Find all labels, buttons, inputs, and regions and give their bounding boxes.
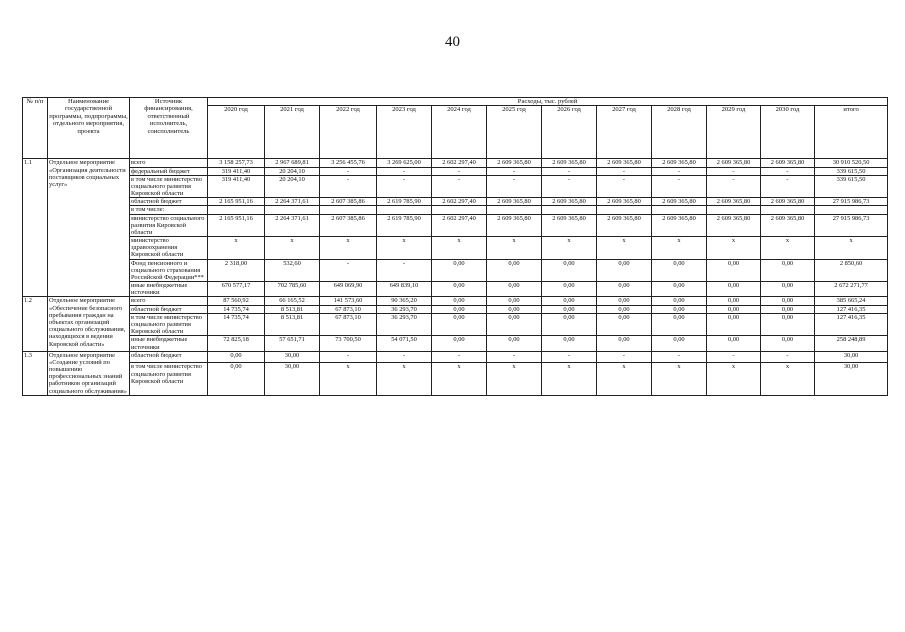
amount-cell: 0,00 [542,259,597,282]
amount-cell: - [432,167,487,175]
activity-name: Отдельное мероприятие «Организация деятельности поставщиков социальных услуг» [48,159,130,297]
amount-cell: - [597,167,652,175]
amount-cell: 2 602 297,40 [432,198,487,206]
amount-cell: 2 602 297,40 [432,214,487,237]
header-year: 2028 год [652,106,707,159]
table-body [23,159,888,395]
amount-cell: 2 609 365,80 [597,198,652,206]
amount-cell: - [320,175,377,198]
amount-cell: 649 069,90 [320,282,377,297]
amount-cell [265,206,320,214]
amount-cell: x [542,363,597,395]
header-year: 2030 год [761,106,815,159]
amount-cell: 36 293,70 [377,305,432,313]
amount-cell: 319 411,40 [208,167,265,175]
header-index: № п/п [23,98,48,159]
amount-cell: 127 416,35 [815,313,888,336]
amount-cell: 8 513,81 [265,313,320,336]
amount-cell: 0,00 [597,259,652,282]
table-row [23,206,888,214]
amount-cell: 0,00 [208,363,265,395]
amount-cell: 2 609 365,80 [761,214,815,237]
amount-cell: x [652,363,707,395]
amount-cell: - [597,351,652,363]
amount-cell: 0,00 [542,305,597,313]
amount-cell: 2 967 689,81 [265,159,320,167]
funding-source: в том числе: [130,206,208,214]
amount-cell: 141 573,60 [320,297,377,305]
table-row [23,297,888,305]
amount-cell: 3 256 455,76 [320,159,377,167]
amount-cell: 0,00 [542,313,597,336]
header-source: Источник финансирования, ответственный исполнитель, соисполнитель [130,98,208,159]
amount-cell: 0,00 [652,313,707,336]
amount-cell [487,206,542,214]
amount-cell: 2 619 785,90 [377,214,432,237]
amount-cell: 0,00 [487,313,542,336]
amount-cell: - [377,175,432,198]
amount-cell: - [320,259,377,282]
amount-cell: - [761,167,815,175]
activity-name: Отдельное мероприятие «Создание условий по повышению профессиональных знаний работников организаций социального обслуживания» [48,351,130,395]
amount-cell: 0,00 [487,282,542,297]
amount-cell: 2 609 365,80 [597,159,652,167]
table-row [23,313,888,336]
amount-cell: 0,00 [432,336,487,351]
amount-cell: - [707,175,761,198]
header-year: 2023 год [377,106,432,159]
amount-cell: 0,00 [652,305,707,313]
amount-cell: x [652,237,707,260]
amount-cell: 87 560,92 [208,297,265,305]
amount-cell: 0,00 [487,305,542,313]
amount-cell: 339 615,50 [815,175,888,198]
amount-cell: 14 735,74 [208,305,265,313]
amount-cell: 0,00 [597,282,652,297]
header-year: 2026 год [542,106,597,159]
amount-cell: 0,00 [652,336,707,351]
amount-cell: 0,00 [761,313,815,336]
amount-cell: 0,00 [761,305,815,313]
amount-cell: 0,00 [487,336,542,351]
amount-cell: 0,00 [432,259,487,282]
amount-cell: 2 609 365,80 [487,159,542,167]
amount-cell: - [487,167,542,175]
amount-cell: 3 269 625,00 [377,159,432,167]
amount-cell: 72 825,18 [208,336,265,351]
amount-cell: x [487,237,542,260]
amount-cell: 3 158 257,73 [208,159,265,167]
table-row [23,237,888,260]
amount-cell: 2 672 271,77 [815,282,888,297]
amount-cell: 2 609 365,80 [652,159,707,167]
amount-cell: 66 165,52 [265,297,320,305]
amount-cell: 67 873,10 [320,305,377,313]
table-row [23,167,888,175]
amount-cell: - [320,167,377,175]
amount-cell: 54 071,50 [377,336,432,351]
header-row-top [23,98,888,106]
funding-source: в том числе министерство социального развития Кировской области [130,363,208,395]
amount-cell: 0,00 [432,305,487,313]
amount-cell: - [542,175,597,198]
table-row [23,259,888,282]
amount-cell: 0,00 [761,336,815,351]
funding-source: областной бюджет [130,351,208,363]
amount-cell: - [707,351,761,363]
amount-cell: x [707,363,761,395]
header-year: 2029 год [707,106,761,159]
amount-cell [761,206,815,214]
funding-source: всего [130,297,208,305]
amount-cell: 36 293,70 [377,313,432,336]
funding-source: в том числе министерство социального развития Кировской области [130,313,208,336]
amount-cell: - [707,167,761,175]
amount-cell: 0,00 [652,282,707,297]
amount-cell: 2 619 785,90 [377,198,432,206]
table-row [23,159,888,167]
amount-cell: 30,00 [815,351,888,363]
amount-cell: 0,00 [761,259,815,282]
amount-cell: x [487,363,542,395]
amount-cell: 258 248,89 [815,336,888,351]
amount-cell: 30,00 [815,363,888,395]
table-row [23,336,888,351]
funding-source: всего [130,159,208,167]
funding-source: в том числе министерство социального развития Кировской области [130,175,208,198]
amount-cell: 2 609 365,80 [652,198,707,206]
row-index: 1.1 [23,159,48,297]
amount-cell: x [265,237,320,260]
amount-cell: x [432,237,487,260]
amount-cell: 0,00 [432,313,487,336]
amount-cell: 2 607 385,86 [320,198,377,206]
amount-cell [208,206,265,214]
amount-cell: 57 651,71 [265,336,320,351]
amount-cell: 0,00 [432,282,487,297]
amount-cell [707,206,761,214]
amount-cell: 0,00 [432,297,487,305]
amount-cell: - [377,259,432,282]
table-row [23,175,888,198]
amount-cell: 0,00 [597,305,652,313]
amount-cell: 702 785,60 [265,282,320,297]
amount-cell: 0,00 [761,282,815,297]
amount-cell: - [432,351,487,363]
amount-cell: 73 700,50 [320,336,377,351]
amount-cell: x [815,237,888,260]
amount-cell: 2 609 365,80 [487,198,542,206]
amount-cell: 2 609 365,80 [542,198,597,206]
amount-cell: 2 609 365,80 [707,198,761,206]
amount-cell: 0,00 [487,259,542,282]
budget-table [22,97,888,396]
header-year: 2020 год [208,106,265,159]
amount-cell: - [542,167,597,175]
amount-cell: - [320,351,377,363]
amount-cell: 2 318,00 [208,259,265,282]
amount-cell: - [377,167,432,175]
amount-cell: - [652,167,707,175]
amount-cell: - [542,351,597,363]
table-row [23,282,888,297]
amount-cell: x [377,363,432,395]
amount-cell: 20 204,10 [265,167,320,175]
amount-cell: 2 602 297,40 [432,159,487,167]
amount-cell: x [761,237,815,260]
header-year: 2021 год [265,106,320,159]
funding-source: Фонд пенсионного и социального страхования Российской Федерации*** [130,259,208,282]
amount-cell: 2 850,60 [815,259,888,282]
amount-cell: 27 915 986,73 [815,214,888,237]
amount-cell: x [542,237,597,260]
amount-cell: 319 411,40 [208,175,265,198]
amount-cell: 20 204,10 [265,175,320,198]
amount-cell: 2 165 951,16 [208,214,265,237]
amount-cell: 0,00 [652,259,707,282]
amount-cell: x [707,237,761,260]
amount-cell [377,206,432,214]
table-row [23,351,888,363]
amount-cell: 2 607 385,86 [320,214,377,237]
funding-source: иные внебюджетные источники [130,336,208,351]
funding-source: министерство социального развития Кировской области [130,214,208,237]
amount-cell: - [487,351,542,363]
amount-cell: 649 839,10 [377,282,432,297]
amount-cell: 532,60 [265,259,320,282]
table-row [23,363,888,395]
amount-cell: x [320,237,377,260]
amount-cell: 0,00 [542,297,597,305]
amount-cell: 0,00 [597,297,652,305]
amount-cell: 27 915 986,73 [815,198,888,206]
amount-cell: 0,00 [707,336,761,351]
amount-cell: 30 910 520,50 [815,159,888,167]
header-year: 2022 год [320,106,377,159]
amount-cell: - [487,175,542,198]
amount-cell: 0,00 [542,282,597,297]
amount-cell: 0,00 [707,282,761,297]
funding-source: иные внебюджетные источники [130,282,208,297]
amount-cell: 0,00 [707,313,761,336]
amount-cell: 30,00 [265,351,320,363]
amount-cell: 2 609 365,80 [707,159,761,167]
amount-cell: 0,00 [597,313,652,336]
amount-cell [432,206,487,214]
amount-cell: - [652,175,707,198]
amount-cell: x [208,237,265,260]
amount-cell: 339 615,50 [815,167,888,175]
funding-source: федеральный бюджет [130,167,208,175]
row-index: 1.2 [23,297,48,351]
header-year: итого [815,106,888,159]
amount-cell: 2 609 365,80 [542,214,597,237]
amount-cell: 127 416,35 [815,305,888,313]
amount-cell: 2 264 371,61 [265,214,320,237]
amount-cell [320,206,377,214]
amount-cell: 0,00 [208,351,265,363]
header-name: Наименование государственной программы, подпрограммы, отдельного мероприятия, проекта [48,98,130,159]
amount-cell: - [761,351,815,363]
header-expenses: Расходы, тыс. рублей [208,98,888,106]
amount-cell: 0,00 [487,297,542,305]
amount-cell: x [597,237,652,260]
table-row [23,214,888,237]
header-year: 2024 год [432,106,487,159]
amount-cell: 2 609 365,80 [542,159,597,167]
funding-source: министерство здравоохранения Кировской области [130,237,208,260]
funding-source: областной бюджет [130,305,208,313]
amount-cell: 8 513,81 [265,305,320,313]
header-year: 2025 год [487,106,542,159]
page-number: 40 [445,34,460,50]
amount-cell [597,206,652,214]
amount-cell: - [432,175,487,198]
amount-cell: 2 609 365,80 [761,159,815,167]
amount-cell: 0,00 [597,336,652,351]
table-row [23,305,888,313]
amount-cell: - [377,351,432,363]
amount-cell: - [761,175,815,198]
amount-cell: 0,00 [542,336,597,351]
amount-cell: 385 665,24 [815,297,888,305]
amount-cell: 90 365,20 [377,297,432,305]
amount-cell: 0,00 [707,305,761,313]
amount-cell: x [761,363,815,395]
funding-source: областной бюджет [130,198,208,206]
amount-cell [815,206,888,214]
amount-cell: 14 735,74 [208,313,265,336]
amount-cell: 2 609 365,80 [487,214,542,237]
amount-cell [652,206,707,214]
amount-cell: 2 609 365,80 [707,214,761,237]
amount-cell: x [432,363,487,395]
header-year: 2027 год [597,106,652,159]
amount-cell: 0,00 [652,297,707,305]
amount-cell: 2 609 365,80 [597,214,652,237]
amount-cell [542,206,597,214]
amount-cell: 2 165 951,16 [208,198,265,206]
amount-cell: 30,00 [265,363,320,395]
amount-cell: x [320,363,377,395]
amount-cell: 2 609 365,80 [761,198,815,206]
amount-cell: - [597,175,652,198]
amount-cell: x [597,363,652,395]
amount-cell: 2 264 371,61 [265,198,320,206]
activity-name: Отдельное мероприятие «Обеспечение безопасного пребывания граждан на объектах организаций социального обслуживания, находящихся в ведении Кировской области» [48,297,130,351]
amount-cell: 0,00 [707,259,761,282]
amount-cell: - [652,351,707,363]
amount-cell: 670 577,17 [208,282,265,297]
row-index: 1.3 [23,351,48,395]
amount-cell: 0,00 [707,297,761,305]
amount-cell: 67 873,10 [320,313,377,336]
amount-cell: x [377,237,432,260]
amount-cell: 2 609 365,80 [652,214,707,237]
table-row [23,198,888,206]
amount-cell: 0,00 [761,297,815,305]
